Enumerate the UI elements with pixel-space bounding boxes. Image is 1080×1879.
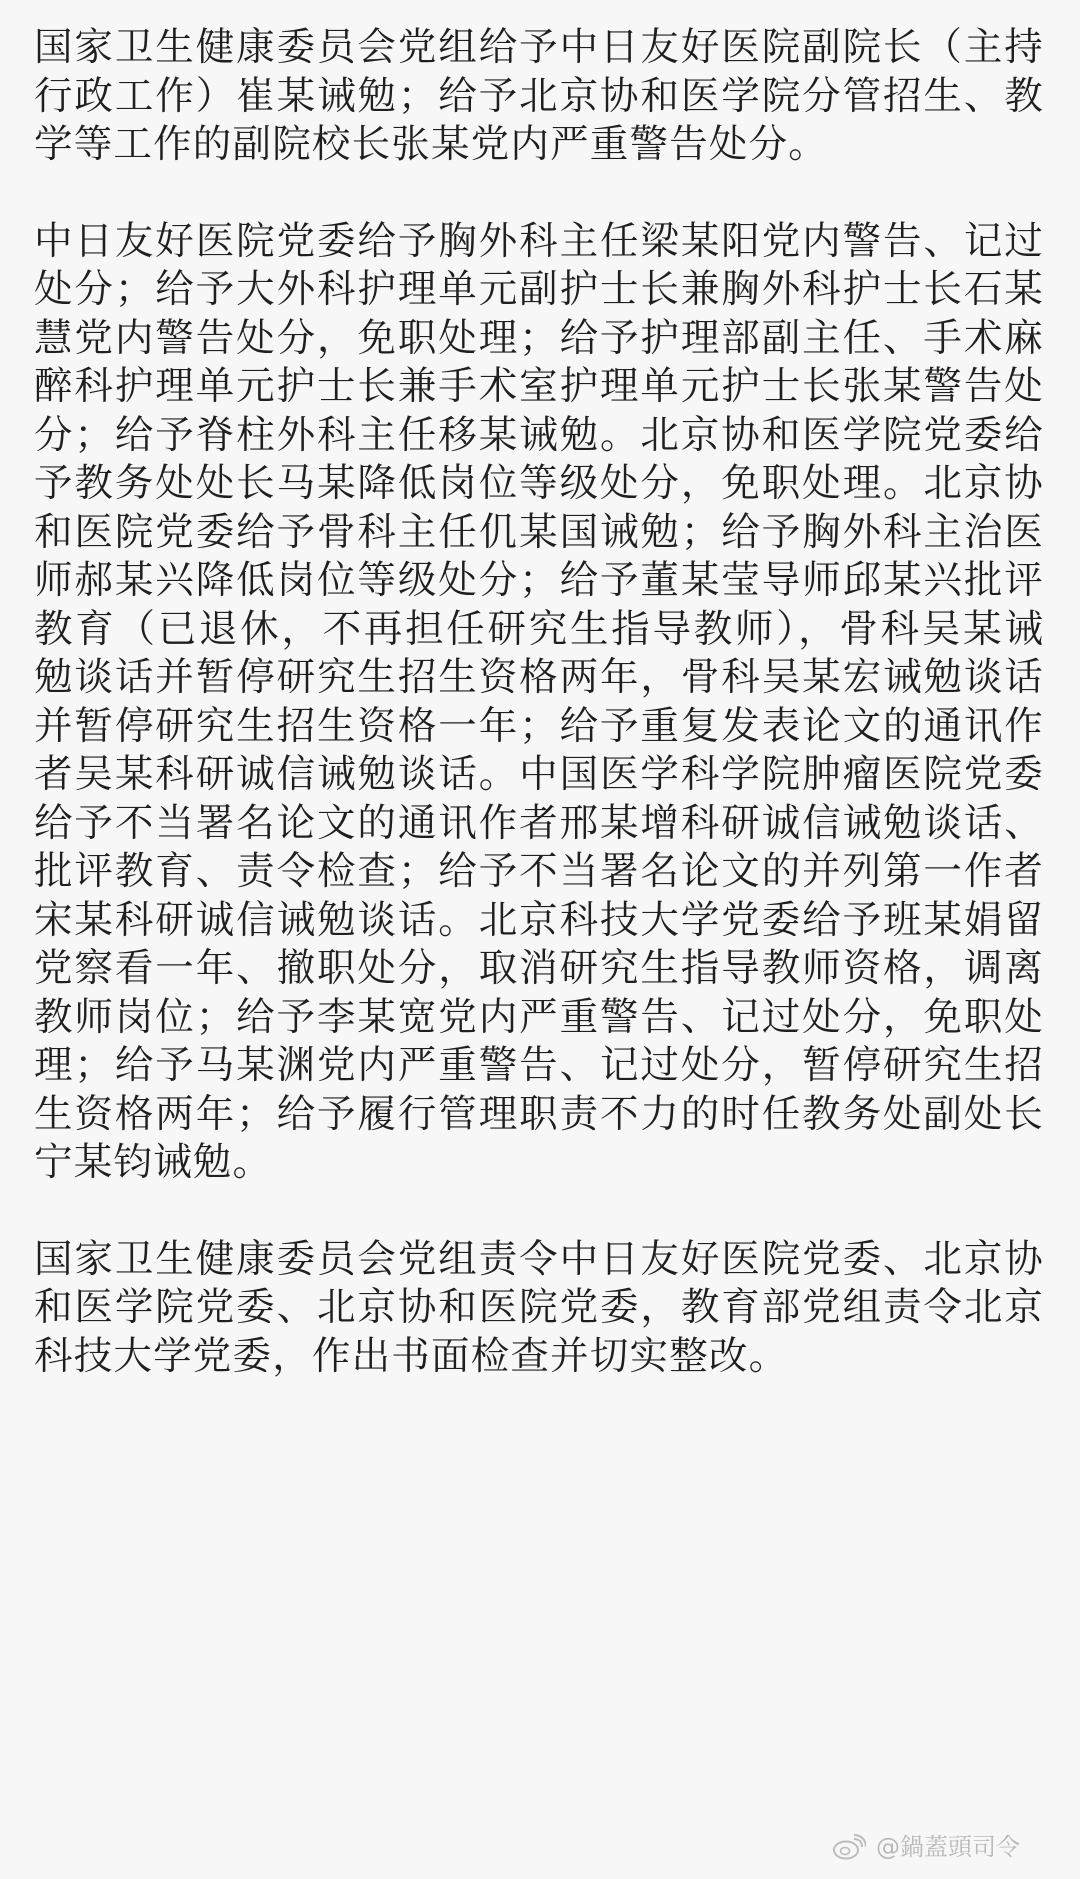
paragraph-1: 国家卫生健康委员会党组给予中日友好医院副院长（主持行政工作）崔某诫勉；给予北京协和医学院分管招生、教学等工作的副院校长张某党内严重警告处分。 — [34, 25, 1044, 167]
paragraph-gap — [34, 170, 1044, 218]
paragraph-3: 国家卫生健康委员会党组责令中日友好医院党委、北京协和医学院党委、北京协和医院党委，教育部党组责令北京科技大学党委，作出书面检查并切实整改。 — [34, 1236, 1044, 1379]
paragraph-gap — [34, 1188, 1044, 1236]
watermark-text: @鍋蓋頭司令 — [876, 1833, 1020, 1861]
paragraph-2: 中日友好医院党委给予胸外科主任梁某阳党内警告、记过处分；给予大外科护理单元副护士长兼胸外科护士长石某慧党内警告处分，免职处理；给予护理部副主任、手术麻醉科护理单元护士长兼手术室护理单元护士长张某警告处分；给予脊柱外科主任移某诫勉。北京协和医学院党委给予教务处处长马某降低岗位等级处分，免职处理。北京协和医院党委给予骨科主任仉某国诫勉；给予胸外科主治医师郝某兴降低岗位等级处分；给予董某莹导师邱某兴批评教育（已退休，不再担任研究生指导教师），骨科吴某诫勉谈话并暂停研究生招生资格两年，骨科吴某宏诫勉谈话并暂停研究生招生资格一年；给予重复发表论文的通讯作者吴某科研诚信诫勉谈话。中国医学科学院肿瘤医院党委给予不当署名论文的通讯作者邢某增科研诚信诫勉谈话、批评教育、责令检查；给予不当署名论文的并列第一作者宋某科研诚信诫勉谈话。北京科技大学党委给予班某娟留党察看一年、撤职处分，取消研究生指导教师资格，调离教师岗位；给予李某宽党内严重警告、记过处分，免职处理；给予马某渊党内严重警告、记过处分，暂停研究生招生资格两年；给予履行管理职责不力的时任教务处副处长宁某钧诫勉。 — [34, 218, 1044, 1185]
document-body — [34, 24, 1044, 1381]
watermark — [832, 1833, 1020, 1861]
weibo-icon — [832, 1833, 866, 1861]
